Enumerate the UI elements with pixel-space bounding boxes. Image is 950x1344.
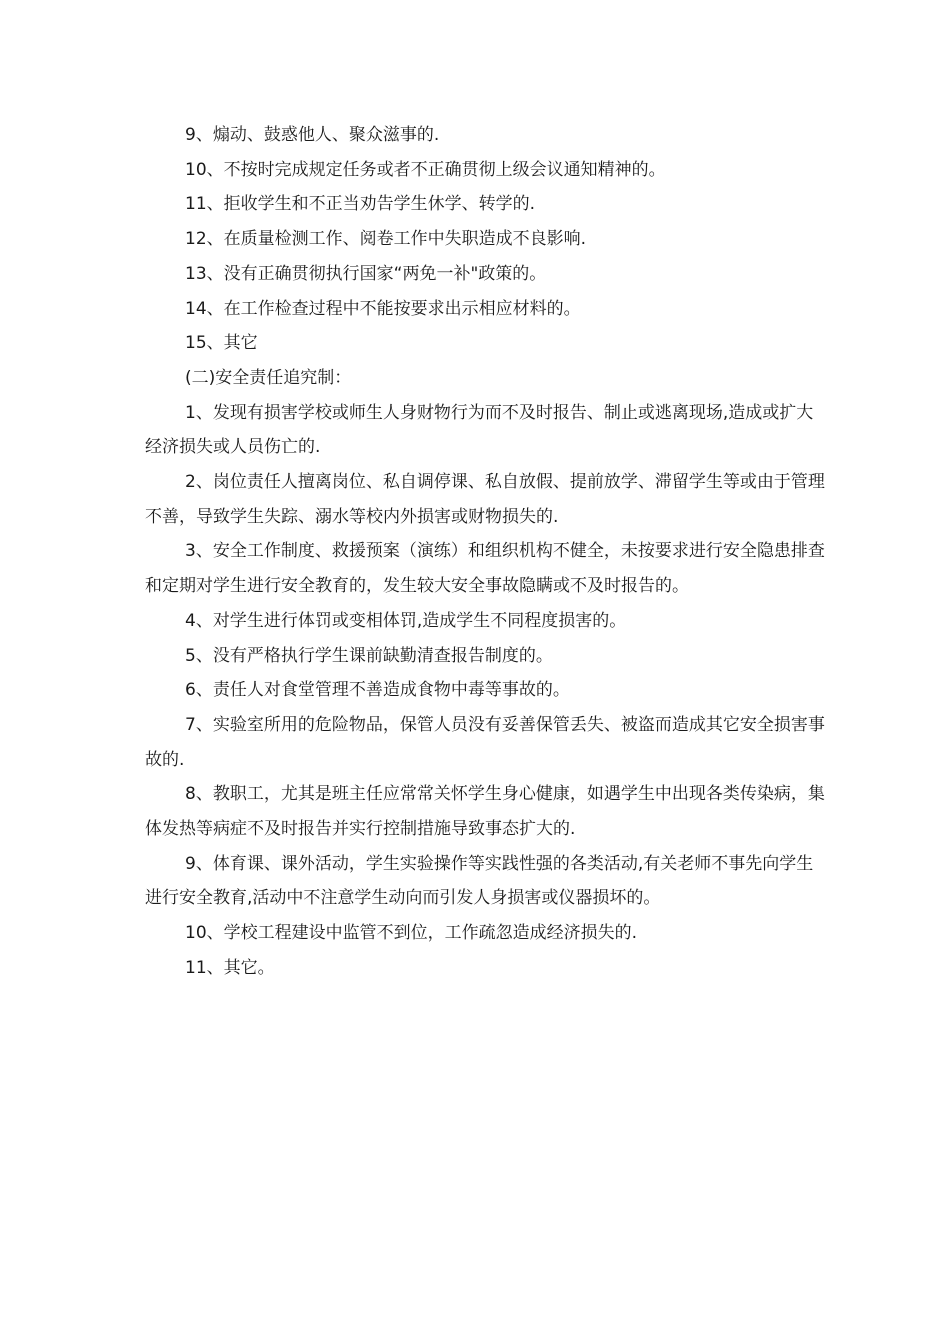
paragraph-safety-11: 11、其它。 xyxy=(185,957,275,978)
paragraph-item-10-tasks: 10、不按时完成规定任务或者不正确贯彻上级会议通知精神的。 xyxy=(185,159,666,180)
paragraph-item-13-policy: 13、没有正确贯彻执行国家“两免一补"政策的。 xyxy=(185,263,547,284)
paragraph-item-12-quality: 12、在质量检测工作、阅卷工作中失职造成不良影响. xyxy=(185,229,587,250)
paragraph-safety-5: 5、没有严格执行学生课前缺勤清查报告制度的。 xyxy=(185,645,553,666)
paragraph-safety-8: 8、教职工，尤其是班主任应常常关怀学生身心健康，如遇学生中出现各类传染病，集体发热等病症不及时报告并实行控制措施导致事态扩大的. xyxy=(145,784,825,840)
paragraph-safety-4: 4、对学生进行体罚或变相体罚,造成学生不同程度损害的。 xyxy=(185,610,627,631)
paragraph-safety-7: 7、实验室所用的危险物品，保管人员没有妥善保管丢失、被盗而造成其它安全损害事故的. xyxy=(145,714,825,770)
section-heading-safety: (二)安全责任追究制： xyxy=(185,367,352,388)
paragraph-safety-3: 3、安全工作制度、救援预案（演练）和组织机构不健全，未按要求进行安全隐患排查和定期对学生进行安全教育的，发生较大安全事故隐瞒或不及时报告的。 xyxy=(145,541,825,597)
document-body xyxy=(145,118,825,986)
paragraph-safety-6: 6、责任人对食堂管理不善造成食物中毒等事故的。 xyxy=(185,680,570,701)
paragraph-item-14-inspection: 14、在工作检查过程中不能按要求出示相应材料的。 xyxy=(185,298,581,319)
paragraph-safety-9: 9、体育课、课外活动，学生实验操作等实践性强的各类活动,有关老师不事先向学生进行安全教育,活动中不注意学生动向而引发人身损害或仪器损坏的。 xyxy=(145,853,814,909)
paragraph-safety-1: 1、发现有损害学校或师生人身财物行为而不及时报告、制止或逃离现场,造成或扩大经济损失或人员伤亡的. xyxy=(145,402,814,458)
paragraph-safety-2: 2、岗位责任人擅离岗位、私自调停课、私自放假、提前放学、滞留学生等或由于管理不善，导致学生失踪、溺水等校内外损害或财物损失的. xyxy=(145,472,825,527)
paragraph-item-15-other: 15、其它 xyxy=(185,333,258,354)
paragraph-safety-10: 10、学校工程建设中监管不到位，工作疏忽造成经济损失的. xyxy=(185,923,638,944)
paragraph-item-11-refusal: 11、拒收学生和不正当劝告学生休学、转学的. xyxy=(185,194,536,215)
paragraph-item-9-incitement: 9、煽动、鼓惑他人、聚众滋事的. xyxy=(185,125,440,145)
